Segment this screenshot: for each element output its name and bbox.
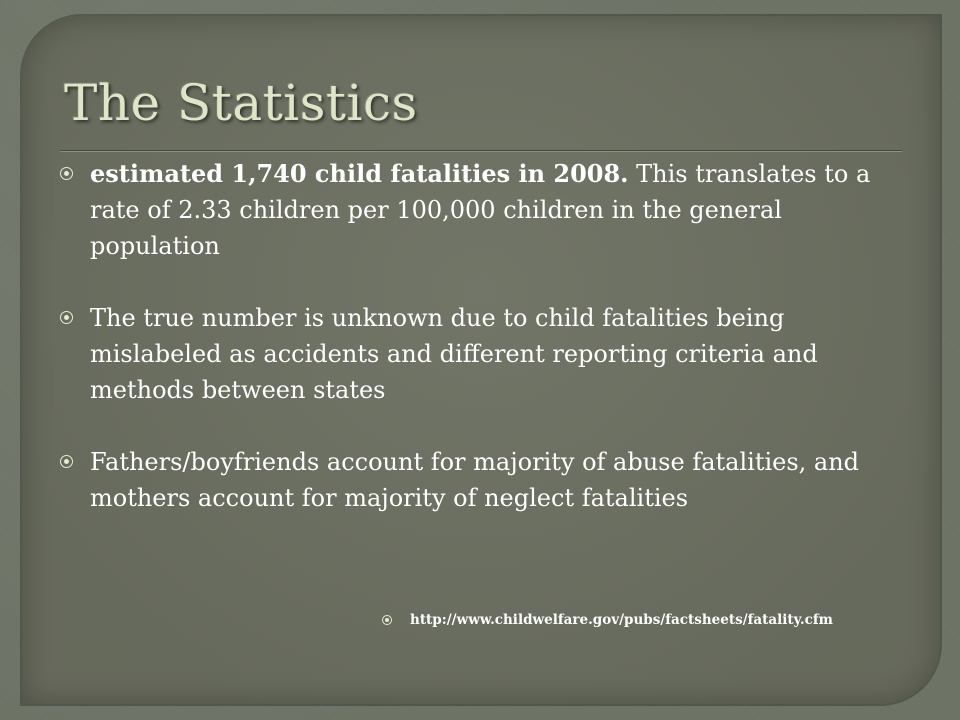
bullet-text: The true number is unknown due to child fatalities being mislabeled as accidents and different reporting criteria and methods between states xyxy=(90,304,818,404)
bullet-list xyxy=(60,156,910,552)
slide-title: The Statistics xyxy=(64,74,418,132)
circled-dot-bullet-icon xyxy=(60,455,73,468)
bullet-bold-text: estimated 1,740 child fatalities in 2008. xyxy=(90,159,629,188)
bullet-item xyxy=(60,444,910,516)
bullet-item xyxy=(60,156,910,264)
circled-dot-bullet-icon xyxy=(60,311,73,324)
source-citation xyxy=(382,612,833,628)
circled-dot-bullet-icon xyxy=(382,615,392,625)
bullet-text: Fathers/boyfriends account for majority of abuse fatalities, and mothers account for majority of neglect fatalities xyxy=(90,448,860,512)
circled-dot-bullet-icon xyxy=(60,167,73,180)
bullet-text: This translates to a rate of 2.33 children per 100,000 children in the general population xyxy=(90,160,871,260)
bullet-item xyxy=(60,300,910,408)
source-url[interactable]: http://www.childwelfare.gov/pubs/factsheets/fatality.cfm xyxy=(410,612,833,628)
title-divider xyxy=(60,150,902,152)
